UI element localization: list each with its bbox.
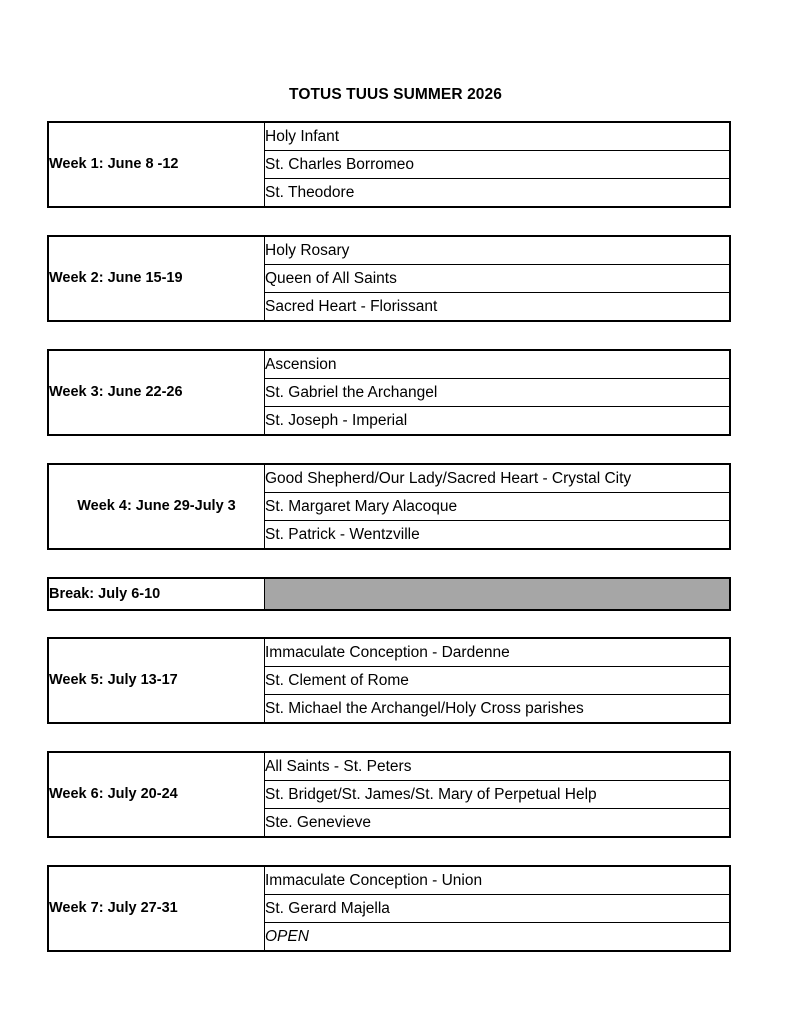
week-block-week-7 bbox=[47, 865, 731, 952]
parish-cell: Holy Rosary bbox=[265, 236, 731, 265]
parish-cell: Immaculate Conception - Dardenne bbox=[265, 638, 731, 667]
parish-cell: St. Michael the Archangel/Holy Cross parishes bbox=[265, 695, 731, 724]
parish-cell: Holy Infant bbox=[265, 122, 731, 151]
week-label-week-3: Week 3: June 22-26 bbox=[48, 350, 265, 435]
parish-cell: Ste. Genevieve bbox=[265, 809, 731, 838]
parish-cell: St. Clement of Rome bbox=[265, 667, 731, 695]
parish-cell-open: OPEN bbox=[265, 923, 731, 952]
parish-cell: St. Theodore bbox=[265, 179, 731, 208]
week-block-week-3 bbox=[47, 349, 731, 436]
week-block-week-4 bbox=[47, 463, 731, 550]
parish-cell: St. Joseph - Imperial bbox=[265, 407, 731, 436]
week-label-week-7: Week 7: July 27-31 bbox=[48, 866, 265, 951]
page-title: TOTUS TUUS SUMMER 2026 bbox=[289, 86, 502, 103]
break-label: Break: July 6-10 bbox=[48, 578, 265, 610]
table-row bbox=[48, 638, 730, 667]
table-row bbox=[48, 122, 730, 151]
week-label-week-2: Week 2: June 15-19 bbox=[48, 236, 265, 321]
week-label-week-4: Week 4: June 29-July 3 bbox=[48, 464, 265, 549]
week-block-week-6 bbox=[47, 751, 731, 838]
parish-cell: St. Gabriel the Archangel bbox=[265, 379, 731, 407]
parish-cell: All Saints - St. Peters bbox=[265, 752, 731, 781]
table-row bbox=[48, 752, 730, 781]
parish-cell: St. Patrick - Wentzville bbox=[265, 521, 731, 550]
parish-cell: Queen of All Saints bbox=[265, 265, 731, 293]
table-row bbox=[48, 578, 730, 610]
table-row bbox=[48, 866, 730, 895]
schedule-table-group bbox=[47, 121, 731, 952]
week-block-week-2 bbox=[47, 235, 731, 322]
table-row bbox=[48, 350, 730, 379]
week-block-week-5 bbox=[47, 637, 731, 724]
parish-cell: Ascension bbox=[265, 350, 731, 379]
table-row bbox=[48, 464, 730, 493]
week-label-week-1: Week 1: June 8 -12 bbox=[48, 122, 265, 207]
week-label-week-6: Week 6: July 20-24 bbox=[48, 752, 265, 837]
week-block-week-1 bbox=[47, 121, 731, 208]
table-row bbox=[48, 236, 730, 265]
parish-cell: St. Gerard Majella bbox=[265, 895, 731, 923]
break-filled-cell bbox=[265, 578, 731, 610]
week-label-week-5: Week 5: July 13-17 bbox=[48, 638, 265, 723]
parish-cell: Good Shepherd/Our Lady/Sacred Heart - Crystal City bbox=[265, 464, 731, 493]
week-block-break bbox=[47, 577, 731, 611]
parish-cell: St. Charles Borromeo bbox=[265, 151, 731, 179]
parish-cell: St. Margaret Mary Alacoque bbox=[265, 493, 731, 521]
parish-cell: Sacred Heart - Florissant bbox=[265, 293, 731, 322]
parish-cell: St. Bridget/St. James/St. Mary of Perpetual Help bbox=[265, 781, 731, 809]
parish-cell: Immaculate Conception - Union bbox=[265, 866, 731, 895]
